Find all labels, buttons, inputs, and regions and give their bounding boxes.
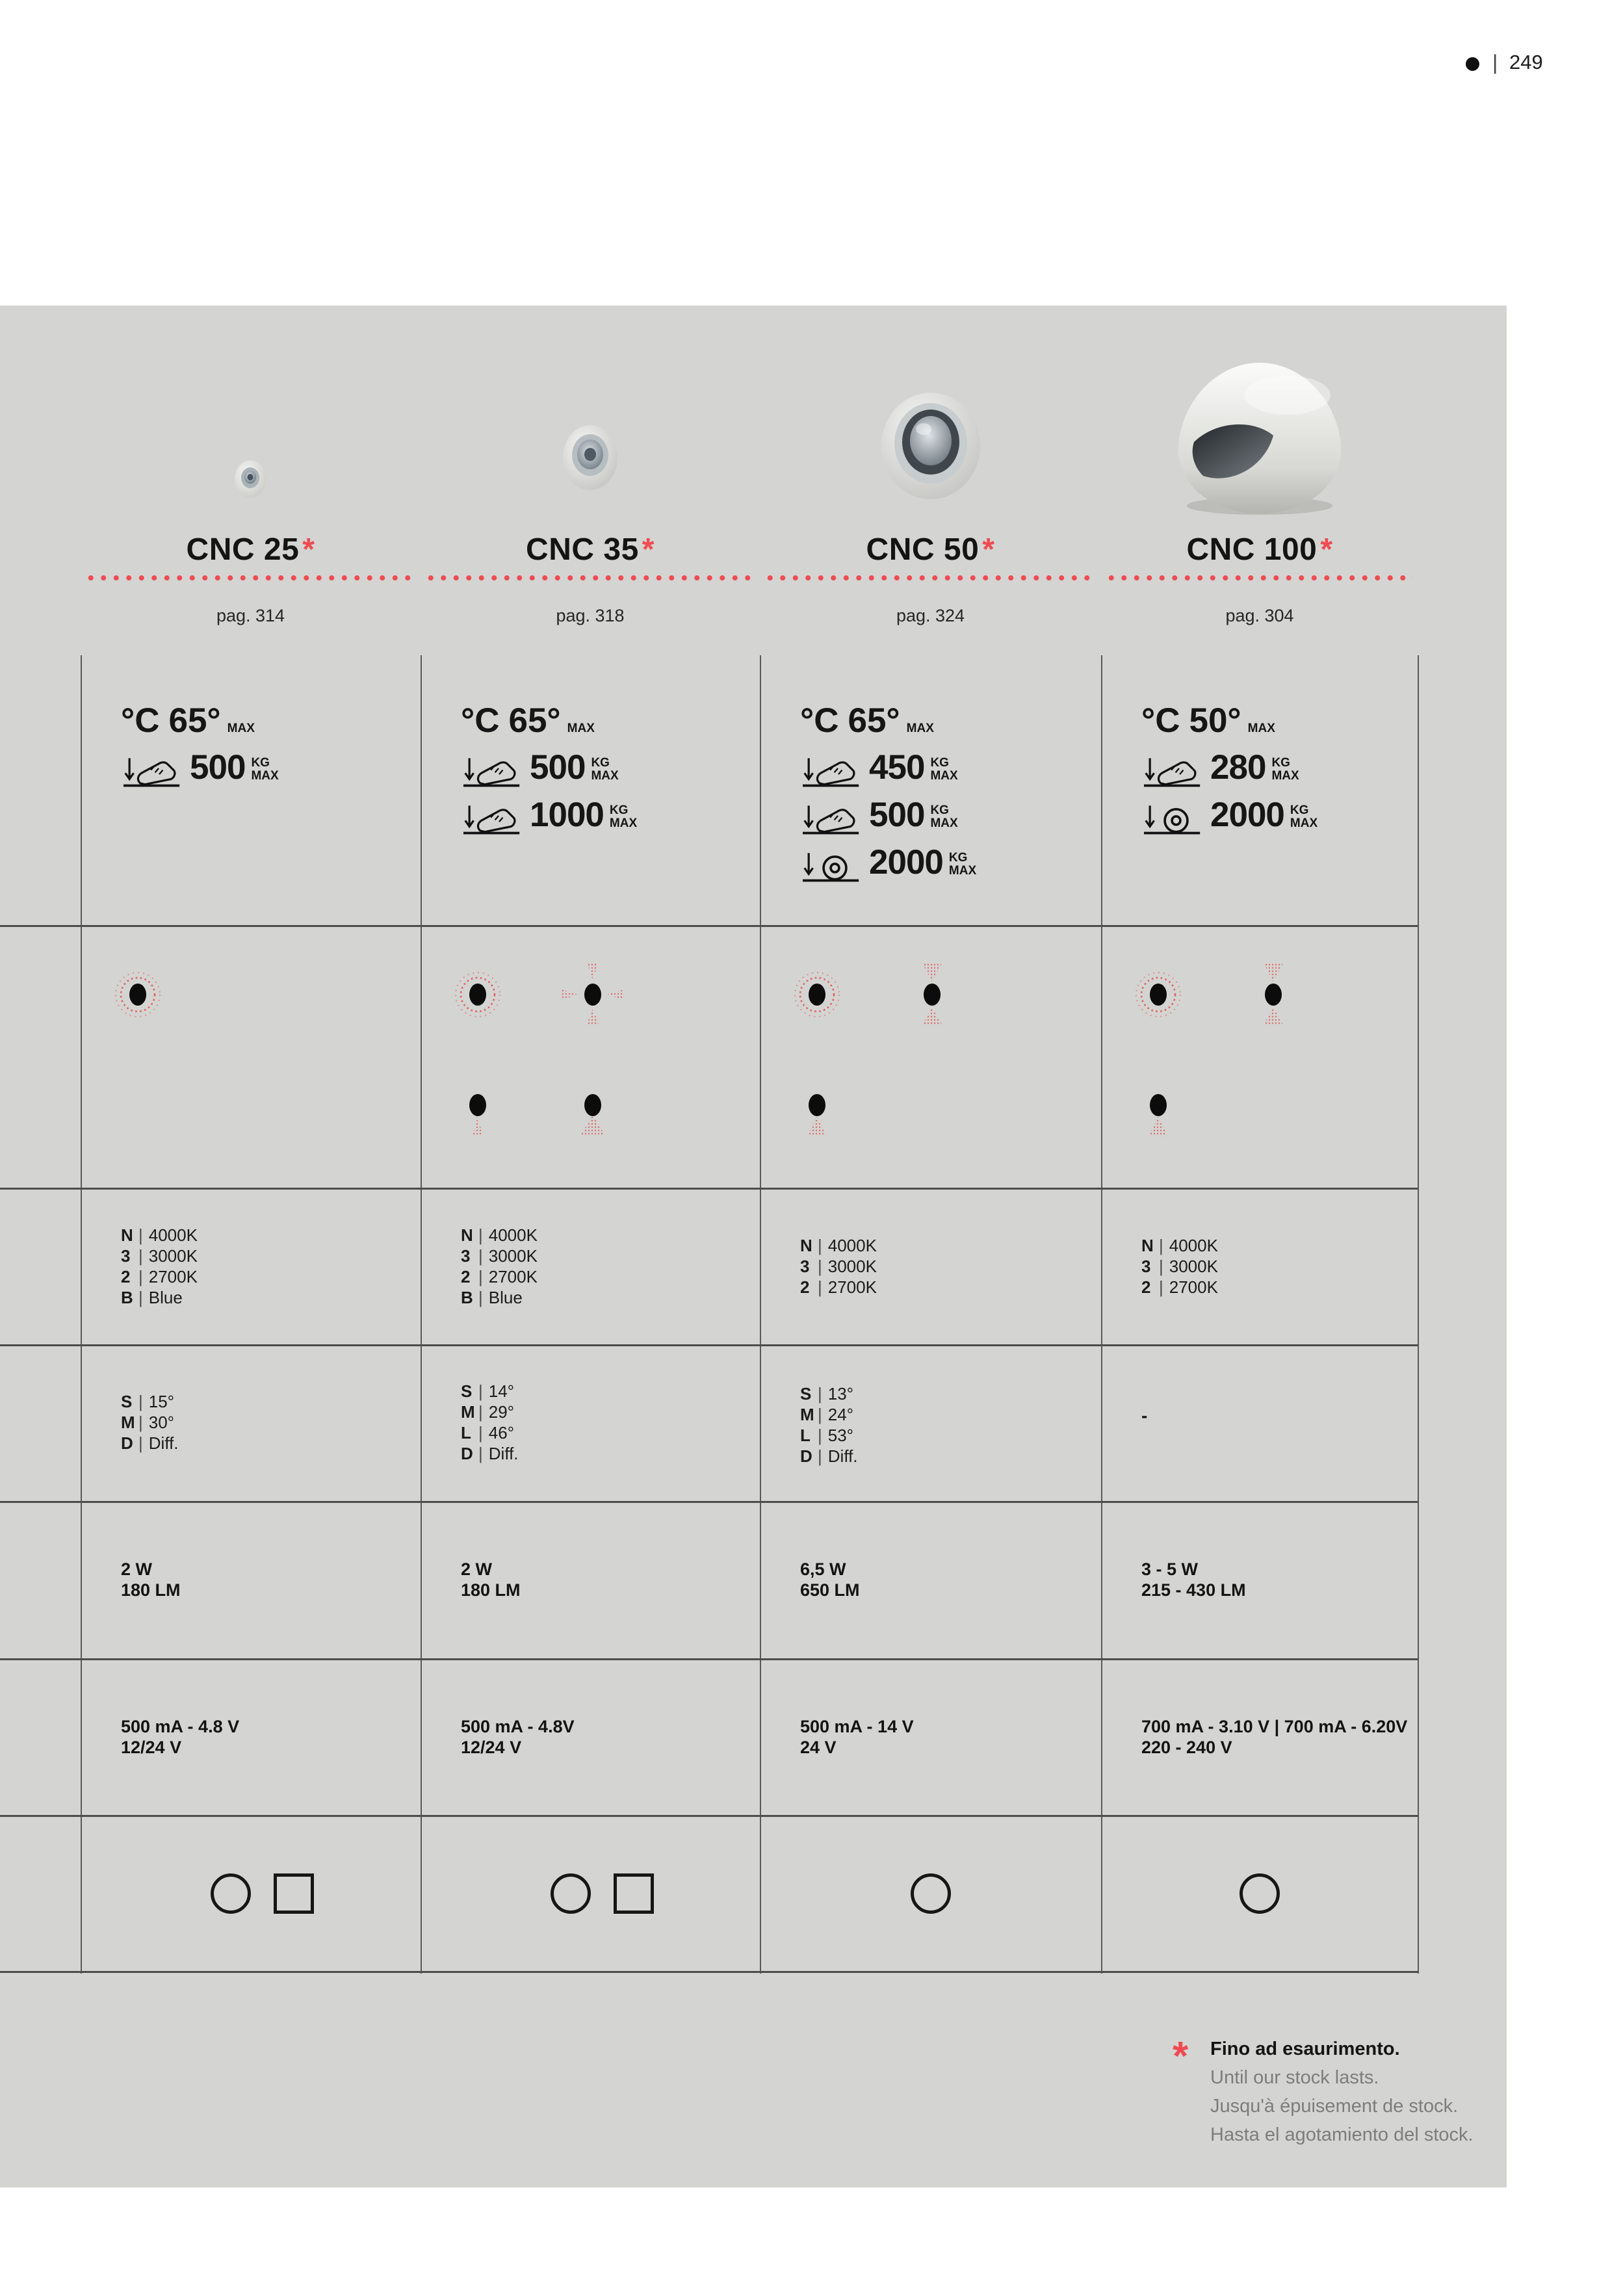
cct-item: [461, 1246, 538, 1266]
beam-code: D: [121, 1433, 133, 1453]
beam-wide-down-icon: [562, 1074, 624, 1136]
beam-item: [461, 1402, 519, 1422]
load-rating: [461, 744, 637, 791]
beam-item: [121, 1391, 179, 1412]
beam-value: Diff.: [148, 1433, 179, 1453]
load-unit-kg: KG: [948, 850, 968, 865]
round-shape-icon: [551, 1873, 591, 1914]
cct-item: [1141, 1277, 1218, 1298]
beam-item: [800, 1383, 858, 1404]
cct-list: [461, 1225, 538, 1308]
cct-value: 4000K: [488, 1225, 538, 1245]
temp-label: °C: [800, 701, 839, 740]
footnote-line-en: Until our stock lasts.: [1210, 2067, 1379, 2088]
cct-code: 3: [121, 1246, 131, 1266]
cct-item: [461, 1266, 538, 1287]
beam-value: 14°: [488, 1381, 515, 1401]
footnote-line-fr: Jusqu'à épuisement de stock.: [1210, 2096, 1459, 2117]
cct-separator: |: [818, 1257, 822, 1276]
table-hline: [0, 1188, 1418, 1190]
cct-item: [800, 1277, 877, 1298]
beam-code: L: [461, 1423, 471, 1442]
cct-separator: |: [138, 1288, 143, 1307]
cct-separator: |: [138, 1225, 143, 1245]
load-value: 500: [190, 748, 246, 787]
power-block: [800, 1559, 860, 1600]
load-value: 500: [530, 748, 586, 787]
page-reference: pag. 318: [556, 606, 625, 625]
square-shape-icon: [614, 1873, 654, 1914]
beam-separator: |: [818, 1405, 822, 1424]
beam-360-icon: [786, 963, 848, 1026]
product-title: [421, 532, 760, 567]
table-hline: [0, 1815, 1418, 1817]
beam-item: [121, 1412, 179, 1433]
cct-value: Blue: [488, 1288, 523, 1307]
beam-down-icon: [1127, 1074, 1189, 1136]
beam-code: D: [800, 1446, 812, 1466]
cct-value: 2700K: [488, 1267, 538, 1286]
load-unit-max: MAX: [930, 816, 958, 830]
load-units: [949, 852, 976, 878]
footnote-line-es: Hasta el agotamiento del stock.: [1210, 2124, 1474, 2145]
cct-item: [800, 1235, 877, 1256]
beam-separator: |: [818, 1384, 822, 1403]
cct-value: 4000K: [1169, 1236, 1218, 1255]
page-reference: pag. 314: [216, 606, 285, 625]
beam-up-down-icon: [1242, 963, 1305, 1026]
load-value: 450: [869, 748, 925, 787]
power-block: [461, 1559, 521, 1600]
cct-code: 2: [461, 1267, 471, 1286]
cct-code: N: [1141, 1236, 1154, 1255]
load-units: [591, 757, 618, 783]
electrical-current: 500 mA - 4.8 V: [121, 1717, 240, 1736]
beam-separator: |: [478, 1402, 483, 1422]
cnc-100-photo: [1160, 359, 1359, 517]
load-unit-max: MAX: [251, 768, 279, 783]
beam-value: 15°: [148, 1392, 175, 1411]
temp-value: 50°: [1189, 701, 1241, 740]
square-shape-icon: [274, 1873, 314, 1914]
product-title: [1101, 532, 1418, 567]
walk-over-icon: [1141, 746, 1204, 789]
load-unit-kg: KG: [1290, 803, 1309, 817]
electrical-block: [800, 1716, 914, 1758]
temp-value: 65°: [508, 701, 561, 740]
product-title: [81, 532, 421, 567]
table-vline: [81, 655, 82, 1974]
load-unit-kg: KG: [591, 755, 610, 770]
cct-value: 3000K: [1169, 1257, 1218, 1276]
cct-separator: |: [478, 1225, 483, 1245]
beam-cross-icon: [562, 963, 624, 1026]
load-rating: [800, 744, 976, 791]
beam-code: D: [461, 1444, 473, 1463]
load-unit-max: MAX: [1290, 816, 1318, 830]
load-rating: [800, 791, 976, 839]
walk-over-icon: [800, 794, 863, 837]
cct-value: 2700K: [1169, 1277, 1218, 1297]
cct-code: 3: [461, 1246, 471, 1266]
load-value: 280: [1210, 748, 1266, 787]
temp-value: 65°: [848, 701, 900, 740]
temp-max: MAX: [227, 722, 255, 735]
beam-code: M: [121, 1413, 135, 1432]
load-rating: [1141, 744, 1318, 791]
product-asterisk: *: [642, 532, 655, 567]
cct-separator: |: [478, 1288, 483, 1307]
power-lumen: 215 - 430 LM: [1141, 1580, 1246, 1600]
cct-separator: |: [818, 1236, 822, 1255]
table-hline: [0, 925, 1418, 927]
beam-separator: |: [818, 1446, 822, 1466]
load-units: [610, 804, 637, 830]
walk-over-icon: [461, 746, 523, 789]
cct-item: [121, 1225, 198, 1246]
drive-over-icon: [1141, 794, 1204, 837]
cct-item: [461, 1225, 538, 1246]
cct-code: 3: [1141, 1257, 1151, 1276]
round-shape-icon: [1240, 1873, 1280, 1914]
cct-list: [800, 1235, 877, 1298]
cct-code: B: [121, 1288, 133, 1307]
cct-code: 2: [121, 1267, 131, 1286]
cct-value: 3000K: [488, 1246, 538, 1266]
cct-item: [461, 1287, 538, 1308]
max-temp: [1141, 701, 1318, 744]
load-rating: [121, 744, 279, 791]
product-asterisk: *: [302, 532, 315, 567]
electrical-current: 700 mA - 3.10 V | 700 mA - 6.20V: [1141, 1717, 1408, 1736]
beam-code: M: [461, 1402, 475, 1422]
spec-block: [800, 701, 976, 886]
cct-separator: |: [138, 1246, 143, 1266]
table-hline: [0, 1658, 1418, 1660]
page-number: 249: [1509, 51, 1543, 73]
power-lumen: 180 LM: [461, 1580, 521, 1600]
temp-label: °C: [121, 701, 160, 740]
cct-item: [121, 1266, 198, 1287]
cct-value: 2700K: [827, 1277, 877, 1297]
cct-code: N: [121, 1225, 133, 1245]
product-name: CNC 50: [866, 532, 980, 567]
cct-code: N: [800, 1236, 812, 1255]
load-unit-kg: KG: [930, 803, 949, 817]
beam-code: S: [121, 1392, 133, 1411]
beam-separator: |: [818, 1426, 822, 1445]
product-asterisk: *: [1320, 532, 1333, 567]
round-shape-icon: [211, 1873, 251, 1914]
product-name: CNC 100: [1186, 532, 1318, 567]
cct-separator: |: [818, 1277, 822, 1297]
beam-separator: |: [138, 1413, 143, 1432]
cnc-50-photo: [879, 389, 982, 501]
load-unit-max: MAX: [930, 768, 958, 783]
spec-block: [461, 701, 637, 839]
cct-separator: |: [478, 1246, 483, 1266]
beam-up-down-icon: [901, 963, 963, 1026]
beam-360-icon: [1127, 963, 1189, 1026]
walk-over-icon: [121, 746, 183, 789]
electrical-current: 500 mA - 4.8V: [461, 1717, 575, 1736]
product-name: CNC 35: [526, 532, 639, 567]
product-asterisk: *: [982, 532, 995, 567]
beam-item: [461, 1443, 519, 1464]
cct-item: [800, 1256, 877, 1277]
beam-item: [121, 1433, 179, 1454]
page-reference: pag. 304: [1225, 606, 1294, 625]
load-units: [1271, 757, 1299, 783]
power-block: [121, 1559, 181, 1600]
walk-over-icon: [800, 746, 863, 789]
table-vline: [1101, 655, 1102, 1974]
cct-value: 2700K: [148, 1267, 198, 1286]
cct-code: B: [461, 1288, 473, 1307]
temp-label: °C: [461, 701, 500, 740]
beam-item: [461, 1381, 519, 1402]
round-shape-icon: [911, 1873, 951, 1914]
load-units: [930, 757, 957, 783]
beam-list: [800, 1383, 858, 1467]
table-vline: [760, 655, 761, 1974]
cct-item: [1141, 1235, 1218, 1256]
page-marker-dot-icon: [1466, 57, 1479, 71]
cct-code: N: [461, 1225, 473, 1245]
footnote: [1210, 2035, 1474, 2149]
beam-item: [800, 1446, 858, 1467]
electrical-voltage: 12/24 V: [461, 1738, 522, 1757]
beam-list: [121, 1391, 179, 1454]
table-hline: [0, 1501, 1418, 1503]
beam-down-icon: [786, 1074, 848, 1136]
cct-item: [121, 1287, 198, 1308]
load-unit-kg: KG: [930, 755, 949, 770]
cct-separator: |: [1159, 1277, 1163, 1297]
load-unit-max: MAX: [591, 768, 619, 783]
beam-item: [800, 1425, 858, 1446]
load-value: 2000: [869, 843, 943, 881]
load-value: 1000: [530, 796, 604, 834]
beam-360-icon: [447, 963, 509, 1026]
max-temp: [461, 701, 637, 744]
beam-value: Diff.: [827, 1446, 858, 1466]
power-watt: 2 W: [121, 1559, 153, 1579]
power-lumen: 650 LM: [800, 1580, 860, 1600]
temp-max: MAX: [906, 722, 934, 735]
table-hline: [0, 1344, 1418, 1346]
load-rating: [800, 839, 976, 886]
cct-separator: |: [138, 1267, 143, 1286]
beam-360-icon: [107, 963, 169, 1026]
power-lumen: 180 LM: [121, 1580, 181, 1600]
load-value: 500: [869, 796, 925, 834]
cct-value: 3000K: [827, 1257, 877, 1276]
walk-over-icon: [461, 794, 523, 837]
beam-separator: |: [138, 1433, 143, 1453]
load-units: [251, 757, 278, 783]
cnc-25-photo: [233, 459, 267, 499]
beam-separator: |: [478, 1444, 483, 1463]
load-unit-max: MAX: [948, 863, 977, 878]
table-vline: [1418, 655, 1419, 1974]
beam-item: [461, 1422, 519, 1443]
power-watt: 3 - 5 W: [1141, 1559, 1199, 1579]
electrical-block: [121, 1716, 239, 1758]
load-unit-max: MAX: [609, 816, 638, 830]
beam-value: 46°: [488, 1423, 515, 1442]
cct-code: 2: [800, 1277, 810, 1297]
beam-separator: |: [478, 1381, 483, 1401]
beam-code: M: [800, 1405, 814, 1424]
power-watt: 6,5 W: [800, 1559, 846, 1579]
cct-code: 3: [800, 1257, 810, 1276]
red-dotted-divider: [764, 575, 1096, 581]
cct-value: 4000K: [827, 1236, 877, 1255]
load-units: [930, 804, 957, 830]
load-unit-kg: KG: [251, 755, 270, 770]
beam-narrow-down-icon: [447, 1074, 509, 1136]
load-rating: [461, 791, 637, 839]
cct-separator: |: [1159, 1257, 1163, 1276]
beam-value: Diff.: [488, 1444, 519, 1463]
load-rating: [1141, 791, 1318, 839]
drive-over-icon: [800, 841, 863, 884]
beam-value: 24°: [827, 1405, 854, 1424]
spec-block: [121, 701, 279, 791]
beam-none-dash: -: [1141, 1405, 1148, 1426]
cct-separator: |: [1159, 1236, 1163, 1255]
beam-value: 13°: [827, 1384, 854, 1403]
product-title: [760, 532, 1101, 567]
page-number-separator: |: [1492, 51, 1498, 74]
electrical-voltage: 24 V: [800, 1738, 837, 1757]
beam-value: 30°: [148, 1413, 175, 1432]
electrical-voltage: 12/24 V: [121, 1738, 182, 1757]
electrical-current: 500 mA - 14 V: [800, 1717, 914, 1736]
beam-code: S: [800, 1384, 812, 1403]
beam-list: [461, 1381, 519, 1464]
temp-max: MAX: [1247, 722, 1275, 735]
cct-item: [1141, 1256, 1218, 1277]
temp-max: MAX: [567, 722, 595, 735]
cct-separator: |: [478, 1267, 483, 1286]
product-name: CNC 25: [186, 532, 300, 567]
electrical-block: [461, 1716, 575, 1758]
electrical-block: [1141, 1716, 1407, 1758]
power-watt: 2 W: [461, 1559, 493, 1579]
spec-block: [1141, 701, 1318, 839]
footnote-asterisk: *: [1173, 2034, 1189, 2079]
temp-value: 65°: [168, 701, 221, 740]
beam-value: 29°: [488, 1402, 515, 1422]
load-units: [1290, 804, 1318, 830]
red-dotted-divider: [1105, 575, 1413, 581]
beam-separator: |: [478, 1423, 483, 1442]
beam-code: L: [800, 1426, 811, 1445]
load-unit-max: MAX: [1271, 768, 1299, 783]
cct-value: 4000K: [148, 1225, 198, 1245]
beam-code: S: [461, 1381, 473, 1401]
table-hline: [0, 1971, 1418, 1973]
cct-list: [1141, 1235, 1218, 1298]
electrical-voltage: 220 - 240 V: [1141, 1738, 1232, 1757]
max-temp: [800, 701, 976, 744]
cct-list: [121, 1225, 198, 1308]
cct-value: Blue: [148, 1288, 183, 1307]
temp-label: °C: [1141, 701, 1180, 740]
load-unit-kg: KG: [609, 803, 629, 817]
beam-value: 53°: [827, 1426, 854, 1445]
cct-value: 3000K: [148, 1246, 198, 1266]
red-dotted-divider: [424, 575, 755, 581]
cnc-35-photo: [560, 423, 620, 493]
load-unit-kg: KG: [1271, 755, 1290, 770]
max-temp: [121, 701, 279, 744]
footnote-line-it: Fino ad esaurimento.: [1210, 2039, 1400, 2059]
table-vline: [421, 655, 422, 1974]
red-dotted-divider: [84, 575, 415, 581]
power-block: [1141, 1559, 1246, 1600]
beam-separator: |: [138, 1392, 143, 1411]
load-value: 2000: [1210, 796, 1284, 834]
cct-item: [121, 1246, 198, 1266]
page-reference: pag. 324: [896, 606, 965, 625]
cct-code: 2: [1141, 1277, 1151, 1297]
beam-item: [800, 1404, 858, 1425]
